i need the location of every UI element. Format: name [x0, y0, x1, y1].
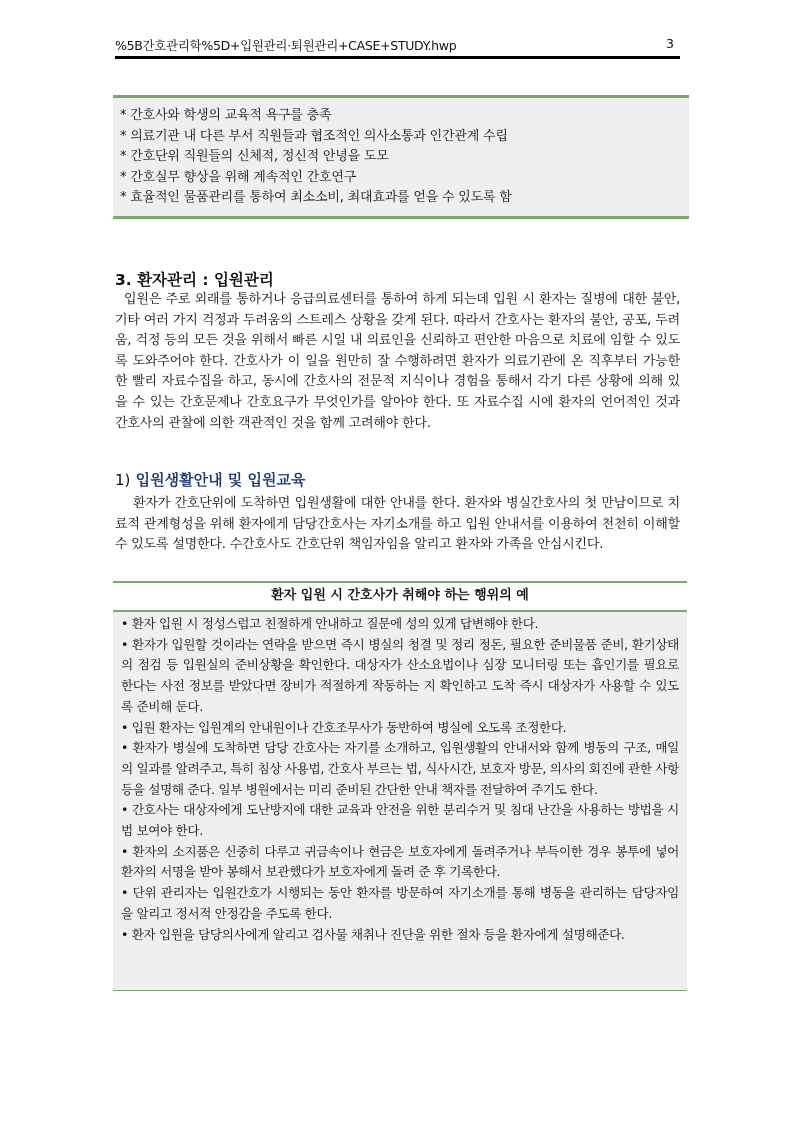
table-item: • 환자 입원 시 정성스럽고 친절하게 안내하고 질문에 성의 있게 답변해야 한다. — [121, 616, 539, 631]
section-paragraph: 입원은 주로 외래를 통하거나 응급의료센터를 통하여 하게 되는데 입원 시 환자는 질병에 대한 불안, 기타 여러 가지 걱정과 두려움의 스트레스 상황을 갖게 된다. 따라서 간호사는 환자의 불안, 공포, 두려움, 걱정 등의 모든 것을 위해서 빠른 시일 내 의료인을 신뢰하고 편안한 마음으로 치료에 임할 수 있도록 도와주어야 한다. 간호사가 이 일을 원만히 잘 수행하려면 환자가 의료기관에 온 직후부터 가능한 한 빨리 자료수집을 하고, 동시에 간호사의 전문적 지식이나 경험을 통해서 각기 다른 상황에 의해 있을 수 있는 간호문제나 간호요구가 무엇인가를 알아야 한다. 또 자료수집 시에 환자의 언어적인 것과 간호사의 관찰에 의한 객관적인 것을 함께 고려해야 한다. — [115, 292, 680, 431]
goal-item: * 효율적인 물품관리를 통하여 최소소비, 최대효과를 얻을 수 있도록 함 — [120, 190, 512, 206]
subsection-title: 입원생활안내 및 입원교육 — [135, 471, 306, 489]
table-item: • 환자 입원을 담당의사에게 알리고 검사물 채취나 진단을 위한 절차 등을 환자에게 설명해준다. — [121, 926, 625, 942]
table-item: • 환자의 소지품은 신중히 다루고 귀금속이나 현금은 보호자에게 돌려주거나 부득이한 경우 봉투에 넣어 환자의 서명을 받아 봉해서 보관했다가 보호자에게 돌려 준 후 기록한다. — [121, 843, 679, 880]
table-item: • 입원 환자는 입원계의 안내원이나 간호조무사가 동반하여 병실에 오도록 조정한다. — [121, 719, 567, 735]
subsection-number: 1) — [115, 471, 131, 489]
subsection-paragraph: 환자가 간호단위에 도착하면 입원생활에 대한 안내를 한다. 환자와 병실간호사의 첫 만남이므로 치료적 관계형성을 위해 환자에게 담당간호사는 자기소개를 하고 입원 안내서를 이용하여 천천히 이해할 수 있도록 설명한다. 수간호사도 간호단위 책임자임을 알리고 환자와 가족을 안심시킨다. — [115, 496, 680, 553]
nursing-actions-table — [113, 581, 687, 991]
goals-list — [113, 98, 689, 209]
header-rule — [115, 56, 680, 59]
goal-item: * 간호실무 향상을 위해 계속적인 간호연구 — [120, 169, 357, 185]
table-item: • 단위 관리자는 입원간호가 시행되는 동안 환자를 방문하여 자기소개를 통해 병동을 관리하는 담당자임을 알리고 정서적 안정감을 주도록 한다. — [121, 885, 679, 921]
page-number: 3 — [666, 36, 674, 51]
table-title: 환자 입원 시 간호사가 취해야 하는 행위의 예 — [113, 583, 687, 612]
page-header — [115, 36, 680, 56]
table-body — [113, 612, 687, 990]
goal-item: * 간호사와 학생의 교육적 욕구를 충족 — [120, 108, 332, 123]
subsection-heading — [115, 469, 305, 490]
goals-box — [113, 95, 689, 219]
document-title: %5B간호관리학%5D+입원관리·퇴원관리+CASE+STUDY.hwp — [115, 38, 457, 53]
table-item: • 환자가 병실에 도착하면 담당 간호사는 자기를 소개하고, 입원생활의 안내서와 함께 병동의 구조, 매일의 일과를 알려주고, 특히 침상 사용법, 간호사 부르는 법, 식사시간, 보호자 방문, 의사의 회진에 관한 사항 등을 설명해 준다. 일부 병원에서는 미리 준비된 간단한 안내 책자를 전달하여 주기도 한다. — [121, 740, 679, 797]
goal-item: * 의료기관 내 다른 부서 직원들과 협조적인 의사소통과 인간관계 수립 — [120, 128, 508, 144]
table-item: • 간호사는 대상자에게 도난방지에 대한 교육과 안전을 위한 분리수거 및 침대 난간을 사용하는 방법을 시범 보여야 한다. — [121, 802, 679, 839]
section-heading: 3. 환자관리 : 입원관리 — [115, 271, 274, 289]
table-item: • 환자가 입원할 것이라는 연락을 받으면 즉시 병실의 청결 및 정리 정돈, 필요한 준비물품 준비, 환기상태의 점검 등 입원실의 준비상황을 확인한다. 대상자가 산소요법이나 심장 모니터링 또는 흡인기를 필요로 한다는 사전 정보를 받았다면 장비가 적절하게 작동하는 지 확인하고 도착 즉시 대상자가 사용할 수 있도록 준비해 둔다. — [121, 636, 679, 714]
goal-item: * 간호단위 직원들의 신체적, 정신적 안녕을 도모 — [120, 149, 389, 165]
